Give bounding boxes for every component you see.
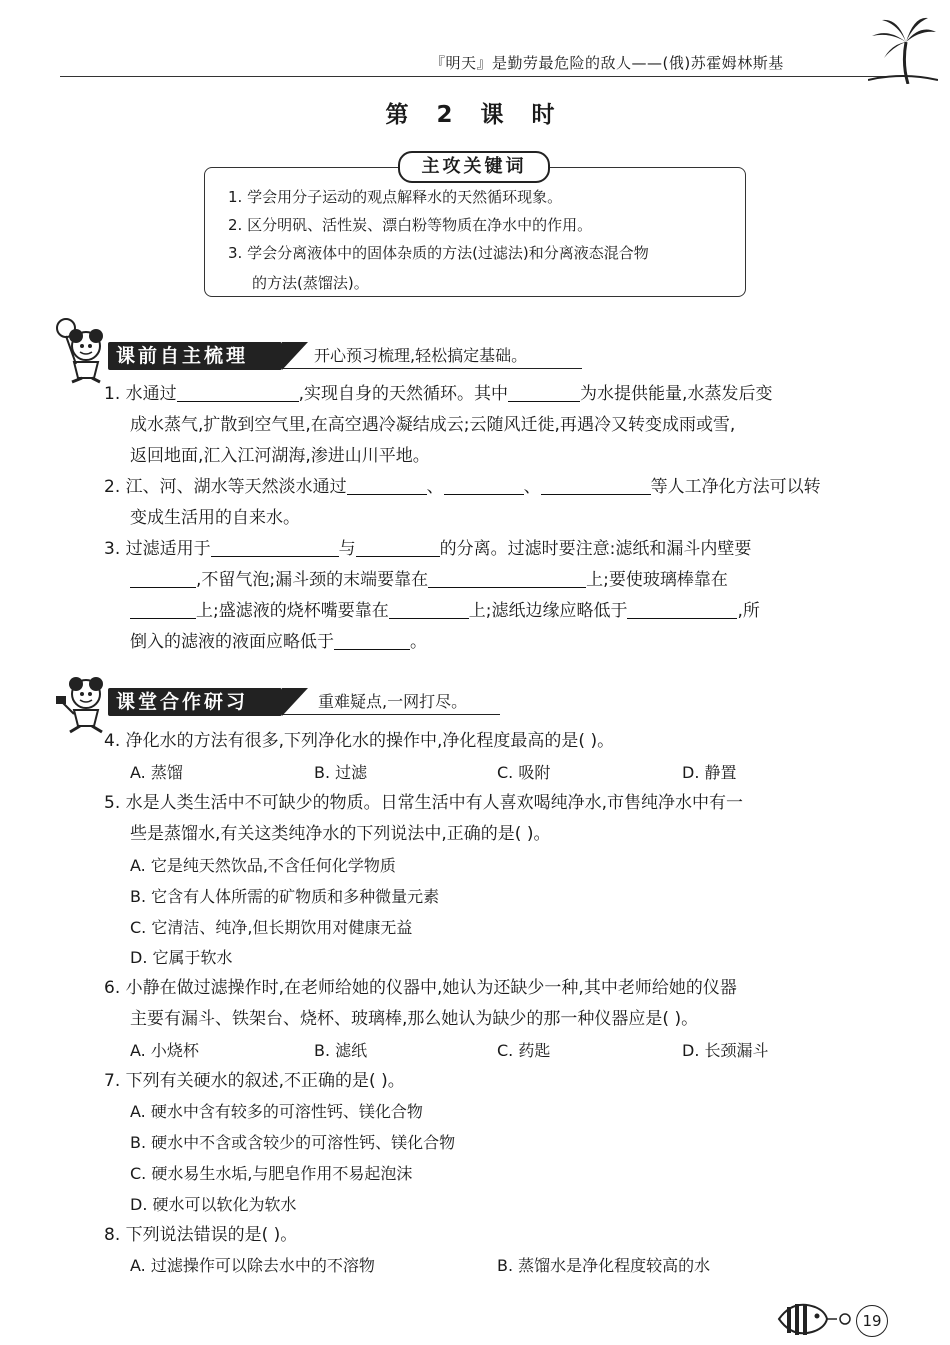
q3-line-1: [104, 534, 890, 565]
q7-option-c[interactable]: C. 硬水易生水垢,与肥皂作用不易起泡沫: [130, 1164, 413, 1183]
page-number: 19: [856, 1305, 888, 1337]
q2-text: 等人工净化方法可以转: [650, 477, 821, 497]
banner-rule: [282, 368, 582, 369]
q1-line-2: 成水蒸气,扩散到空气里,在高空遇冷凝结成云;云随风迁徙,再遇冷又转变成雨或雪,: [130, 415, 736, 435]
palm-tree-icon: [868, 14, 938, 84]
q8-option-b[interactable]: B. 蒸馏水是净化程度较高的水: [497, 1256, 711, 1275]
answer-blank[interactable]: [541, 474, 651, 495]
q8-option-a[interactable]: A. 过滤操作可以除去水中的不溶物: [130, 1256, 375, 1275]
q7-option-d[interactable]: D. 硬水可以软化为软水: [130, 1195, 297, 1214]
answer-blank[interactable]: [356, 536, 440, 557]
q1-line-1: [104, 379, 890, 410]
q7-option-a[interactable]: A. 硬水中含有较多的可溶性钙、镁化合物: [130, 1102, 423, 1121]
q2-text: 江、河、湖水等天然淡水通过: [125, 477, 347, 497]
mascot-icon: [52, 316, 114, 386]
answer-blank[interactable]: [177, 381, 299, 402]
answer-blank[interactable]: [334, 629, 410, 650]
q1-text: 为水提供能量,水蒸发后变: [580, 384, 773, 404]
q3-text: 上;要使玻璃棒靠在: [586, 570, 728, 590]
q5-option-b[interactable]: B. 它含有人体所需的矿物质和多种微量元素: [130, 887, 440, 906]
q3-text: 。: [410, 632, 427, 652]
q2-text: 、: [426, 477, 444, 497]
q3-text: 上;盛滤液的烧杯嘴要靠在: [196, 601, 389, 621]
section-subtitle: 开心预习梳理,轻松搞定基础。: [314, 346, 528, 365]
q6-stem-line-2: 主要有漏斗、铁架台、烧杯、玻璃棒,那么她认为缺少的那一种仪器应是( )。: [130, 1009, 699, 1029]
q4-option-d[interactable]: D. 静置: [682, 763, 737, 782]
answer-blank[interactable]: [130, 567, 196, 588]
answer-blank[interactable]: [508, 381, 580, 402]
q3-text: ,不留气泡;漏斗颈的末端要靠在: [196, 570, 429, 590]
q3-text: 与: [338, 539, 356, 559]
fish-icon: [775, 1297, 860, 1341]
q3-text: 的分离。过滤时要注意:滤纸和漏斗内壁要: [439, 539, 752, 559]
question-number: 2.: [104, 477, 121, 497]
q6-option-d[interactable]: D. 长颈漏斗: [682, 1041, 769, 1060]
q2-line-2: 变成生活用的自来水。: [130, 508, 300, 528]
goal-item: 3. 学会分离液体中的固体杂质的方法(过滤法)和分离液态混合物: [228, 244, 649, 262]
question-number: 3.: [104, 539, 121, 559]
q5-stem-line-2: 些是蒸馏水,有关这类纯净水的下列说法中,正确的是( )。: [130, 824, 551, 844]
q3-line-2: [130, 565, 916, 596]
answer-blank[interactable]: [130, 598, 196, 619]
answer-blank[interactable]: [428, 567, 586, 588]
q1-text: ,实现自身的天然循环。其中: [298, 384, 509, 404]
header-rule: [60, 76, 920, 77]
q4-option-a[interactable]: A. 蒸馏: [130, 763, 183, 782]
q3-line-3: [130, 596, 916, 627]
banner-tail: [282, 688, 308, 716]
q4-option-b[interactable]: B. 过滤: [314, 763, 368, 782]
q6-option-b[interactable]: B. 滤纸: [314, 1041, 368, 1060]
page-title: 第 2 课 时: [385, 102, 565, 128]
q4-option-c[interactable]: C. 吸附: [497, 763, 551, 782]
q3-text: 倒入的滤液的液面应略低于: [130, 632, 334, 652]
header-quote: 『明天』是勤劳最危险的敌人——(俄)苏霍姆林斯基: [430, 54, 784, 72]
q6-option-c[interactable]: C. 药匙: [497, 1041, 551, 1060]
q2-line-1: [104, 472, 890, 503]
goal-item: 1. 学会用分子运动的观点解释水的天然循环现象。: [228, 188, 563, 206]
answer-blank[interactable]: [444, 474, 524, 495]
goal-item: 2. 区分明矾、活性炭、漂白粉等物质在净水中的作用。: [228, 216, 593, 234]
key-points-label: 主攻关键词: [398, 151, 550, 183]
q8-stem: 8. 下列说法错误的是( )。: [104, 1225, 298, 1245]
section-subtitle: 重难疑点,一网打尽。: [318, 692, 468, 711]
answer-blank[interactable]: [211, 536, 339, 557]
q6-option-a[interactable]: A. 小烧杯: [130, 1041, 199, 1060]
q5-option-a[interactable]: A. 它是纯天然饮品,不含任何化学物质: [130, 856, 396, 875]
q3-text: ,所: [737, 601, 760, 621]
q6-stem-line-1: 6. 小静在做过滤操作时,在老师给她的仪器中,她认为还缺少一种,其中老师给她的仪器: [104, 978, 737, 998]
q5-option-d[interactable]: D. 它属于软水: [130, 948, 233, 967]
section-title: 课堂合作研习: [108, 688, 282, 716]
question-number: 1.: [104, 384, 121, 404]
q3-text: 过滤适用于: [125, 539, 211, 559]
answer-blank[interactable]: [389, 598, 469, 619]
section-banner-preview: [108, 342, 588, 370]
goal-item: 的方法(蒸馏法)。: [252, 274, 369, 292]
q3-line-4: [130, 627, 916, 658]
q3-text: 上;滤纸边缘应略低于: [468, 601, 628, 621]
q7-option-b[interactable]: B. 硬水中不含或含较少的可溶性钙、镁化合物: [130, 1133, 456, 1152]
banner-rule: [282, 714, 500, 715]
q1-line-3: 返回地面,汇入江河湖海,渗进山川平地。: [130, 446, 430, 466]
q5-option-c[interactable]: C. 它清洁、纯净,但长期饮用对健康无益: [130, 918, 413, 937]
q1-text: 水通过: [125, 384, 177, 404]
answer-blank[interactable]: [347, 474, 427, 495]
q2-text: 、: [523, 477, 541, 497]
section-banner-class: [108, 688, 508, 716]
q4-stem: 4. 净化水的方法有很多,下列净化水的操作中,净化程度最高的是( )。: [104, 731, 615, 751]
q7-stem: 7. 下列有关硬水的叙述,不正确的是( )。: [104, 1071, 405, 1091]
answer-blank[interactable]: [627, 598, 737, 619]
banner-tail: [282, 342, 308, 370]
section-title: 课前自主梳理: [108, 342, 282, 370]
q5-stem-line-1: 5. 水是人类生活中不可缺少的物质。日常生活中有人喜欢喝纯净水,市售纯净水中有一: [104, 793, 744, 813]
